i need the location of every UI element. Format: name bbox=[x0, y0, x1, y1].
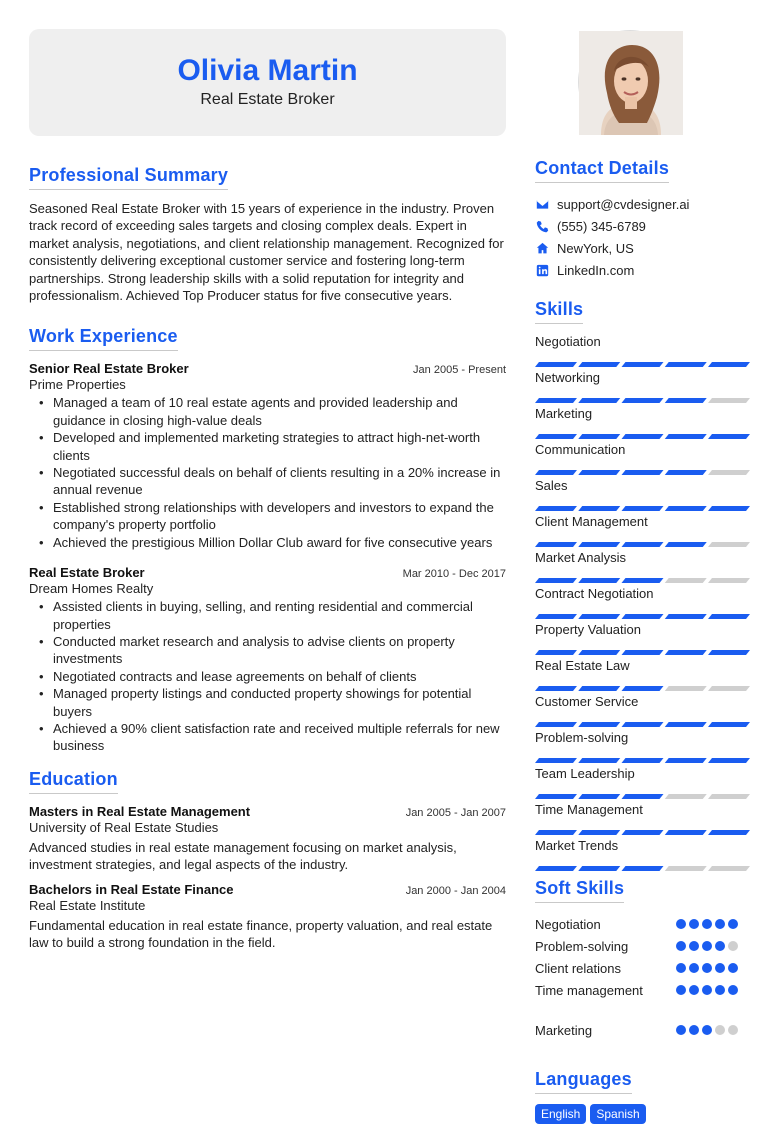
skill-segment-filled bbox=[578, 434, 620, 439]
phone-icon bbox=[535, 219, 549, 233]
skill-segment-empty bbox=[708, 686, 750, 691]
skill-segment-filled bbox=[665, 362, 707, 367]
skill-segment-empty bbox=[708, 542, 750, 547]
school-name: University of Real Estate Studies bbox=[29, 819, 219, 835]
skill-segment-filled bbox=[665, 614, 707, 619]
skill-segment-filled bbox=[535, 470, 577, 475]
skill-item bbox=[535, 838, 738, 864]
skill-name: Communication bbox=[535, 442, 626, 457]
skill-segment-filled bbox=[578, 830, 620, 835]
job-bullet: • Managed property listings and conducted property showings for potential buyers bbox=[53, 685, 506, 720]
rating-dot-filled bbox=[728, 985, 738, 995]
skill-name: Team Leadership bbox=[535, 766, 635, 781]
skill-name: Market Analysis bbox=[535, 550, 627, 565]
contact-text: support@cvdesigner.ai bbox=[557, 196, 690, 212]
job-bullets bbox=[29, 394, 506, 551]
skill-item bbox=[535, 766, 738, 792]
job-header bbox=[29, 565, 506, 580]
skill-segment-filled bbox=[665, 506, 707, 511]
skill-segment-filled bbox=[708, 614, 750, 619]
skill-level-bar bbox=[535, 354, 738, 360]
contact-text: (555) 345-6789 bbox=[557, 218, 646, 234]
skill-segment-filled bbox=[578, 722, 620, 727]
soft-skill-name: Client relations bbox=[535, 960, 621, 976]
skill-segment-filled bbox=[578, 758, 620, 763]
skill-segment-empty bbox=[665, 794, 707, 799]
skill-segment-filled bbox=[622, 722, 664, 727]
skill-item bbox=[535, 622, 738, 648]
skill-level-segments bbox=[535, 794, 738, 799]
soft-skill-row bbox=[535, 957, 738, 979]
skill-level-segments bbox=[535, 722, 738, 727]
skill-segment-filled bbox=[622, 794, 664, 799]
soft-skill-name: Negotiation bbox=[535, 916, 601, 932]
skill-segment-filled bbox=[665, 434, 707, 439]
language-tags bbox=[535, 1104, 738, 1124]
education-header bbox=[29, 804, 506, 819]
skill-segment-filled bbox=[535, 614, 577, 619]
soft-skill-row bbox=[535, 979, 738, 1001]
skill-segment-filled bbox=[535, 794, 577, 799]
language-tag: Spanish bbox=[590, 1104, 645, 1124]
skill-name: Time Management bbox=[535, 802, 643, 817]
contact-list bbox=[535, 193, 738, 281]
skill-level-segments bbox=[535, 506, 738, 511]
skill-segment-filled bbox=[622, 434, 664, 439]
education-date: Jan 2005 - Jan 2007 bbox=[405, 806, 506, 819]
main-column bbox=[29, 165, 506, 959]
skill-segment-filled bbox=[665, 650, 707, 655]
skill-name: Problem-solving bbox=[535, 730, 629, 745]
education-heading: Education bbox=[29, 769, 118, 794]
skill-name: Negotiation bbox=[535, 334, 601, 349]
skill-segment-filled bbox=[622, 506, 664, 511]
skill-item bbox=[535, 658, 738, 684]
skill-level-segments bbox=[535, 470, 738, 475]
soft-skills-section bbox=[535, 878, 738, 1041]
candidate-title: Real Estate Broker bbox=[200, 91, 335, 108]
skill-item bbox=[535, 442, 738, 468]
skill-name: Sales bbox=[535, 478, 568, 493]
skill-segment-filled bbox=[708, 650, 750, 655]
skill-level-bar bbox=[535, 642, 738, 648]
rating-dot-filled bbox=[702, 985, 712, 995]
skill-segment-filled bbox=[578, 866, 620, 871]
skill-item bbox=[535, 730, 738, 756]
rating-dot-filled bbox=[715, 919, 725, 929]
skill-segment-filled bbox=[535, 650, 577, 655]
skill-level-segments bbox=[535, 398, 738, 403]
skill-segment-filled bbox=[665, 470, 707, 475]
skill-segment-filled bbox=[708, 362, 750, 367]
linkedin-icon bbox=[535, 263, 549, 277]
job-list bbox=[29, 361, 506, 754]
contact-heading: Contact Details bbox=[535, 158, 669, 183]
skill-segment-filled bbox=[535, 758, 577, 763]
rating-dot-empty bbox=[728, 941, 738, 951]
skill-level-segments bbox=[535, 542, 738, 547]
contact-item[interactable] bbox=[535, 215, 738, 237]
skill-segment-filled bbox=[535, 398, 577, 403]
skill-name: Client Management bbox=[535, 514, 648, 529]
skill-segment-filled bbox=[578, 542, 620, 547]
education-description: Fundamental education in real estate finance, property valuation, and real estate law to build a strong foundation in the field. bbox=[29, 917, 493, 950]
rating-dot-filled bbox=[689, 985, 699, 995]
languages-heading: Languages bbox=[535, 1069, 632, 1094]
skill-level-segments bbox=[535, 578, 738, 583]
skills-section bbox=[535, 299, 738, 864]
soft-skill-row bbox=[535, 1019, 738, 1041]
skill-level-bar bbox=[535, 462, 738, 468]
skill-segment-filled bbox=[622, 830, 664, 835]
soft-skills-heading: Soft Skills bbox=[535, 878, 624, 903]
skill-segment-filled bbox=[708, 758, 750, 763]
contact-item[interactable] bbox=[535, 237, 738, 259]
skill-segment-filled bbox=[622, 542, 664, 547]
education-list bbox=[29, 804, 506, 952]
skill-segment-filled bbox=[535, 434, 577, 439]
skill-segment-filled bbox=[708, 722, 750, 727]
profile-photo bbox=[578, 30, 682, 134]
skill-level-segments bbox=[535, 362, 738, 367]
skill-segment-empty bbox=[665, 866, 707, 871]
job-bullet: • Achieved a 90% client satisfaction rate and received multiple referrals for new business bbox=[53, 720, 506, 755]
skill-segment-empty bbox=[708, 866, 750, 871]
skill-segment-filled bbox=[622, 758, 664, 763]
rating-dot-filled bbox=[728, 919, 738, 929]
soft-skill-rating bbox=[676, 985, 738, 995]
rating-dot-filled bbox=[676, 941, 686, 951]
skill-name: Customer Service bbox=[535, 694, 639, 709]
school-name: Real Estate Institute bbox=[29, 897, 146, 913]
job-bullet: • Managed a team of 10 real estate agents and provided leadership and guidance in closing high-value deals bbox=[53, 394, 506, 429]
skill-segment-empty bbox=[708, 398, 750, 403]
skills-list bbox=[535, 334, 738, 864]
skill-segment-filled bbox=[622, 650, 664, 655]
skill-segment-filled bbox=[578, 362, 620, 367]
soft-skill-row bbox=[535, 913, 738, 935]
skill-level-bar bbox=[535, 606, 738, 612]
rating-dot-filled bbox=[715, 941, 725, 951]
skill-segment-filled bbox=[708, 830, 750, 835]
skill-segment-empty bbox=[708, 578, 750, 583]
job-date: Mar 2010 - Dec 2017 bbox=[402, 568, 506, 581]
skill-segment-filled bbox=[622, 362, 664, 367]
skill-segment-empty bbox=[665, 578, 707, 583]
skill-level-bar bbox=[535, 750, 738, 756]
soft-skill-name: Marketing bbox=[535, 1022, 593, 1038]
education-description: Advanced studies in real estate management focusing on market analysis, investment strategies, and legal aspects of the industry. bbox=[29, 839, 457, 873]
skill-item bbox=[535, 334, 738, 360]
skill-level-bar bbox=[535, 786, 738, 792]
rating-dot-empty bbox=[715, 1025, 725, 1035]
job-bullet: • Conducted market research and analysis to advise clients on property investments bbox=[53, 633, 506, 668]
skill-level-segments bbox=[535, 434, 738, 439]
degree-title: Masters in Real Estate Management bbox=[29, 803, 251, 819]
rating-dot-filled bbox=[702, 1025, 712, 1035]
job-bullet: • Developed and implemented marketing strategies to attract high-net-worth clients bbox=[53, 429, 506, 464]
skill-name: Property Valuation bbox=[535, 622, 641, 637]
job-bullets bbox=[29, 598, 506, 755]
skill-segment-filled bbox=[665, 830, 707, 835]
summary-heading: Professional Summary bbox=[29, 165, 228, 190]
skill-segment-filled bbox=[535, 830, 577, 835]
job-title: Real Estate Broker bbox=[29, 565, 145, 581]
job-header bbox=[29, 361, 506, 376]
skill-segment-filled bbox=[665, 542, 707, 547]
rating-dot-filled bbox=[702, 963, 712, 973]
rating-dot-filled bbox=[715, 985, 725, 995]
skill-segment-filled bbox=[535, 506, 577, 511]
skill-segment-filled bbox=[708, 506, 750, 511]
skill-segment-filled bbox=[578, 578, 620, 583]
skill-segment-filled bbox=[708, 434, 750, 439]
skill-level-segments bbox=[535, 614, 738, 619]
rating-dot-filled bbox=[676, 963, 686, 973]
summary-text: Seasoned Real Estate Broker with 15 years of experience in the industry. Proven track record of exceeding sales targets and closing complex deals. Expert in market analysis, negotiations, and client relationship management. Recognized for consistently delivering exceptional customer service and fostering long-term partnerships. Strong leadership skills with a solid reputation for integrity and professionalism. Achieved Top Producer status for five consecutive years. bbox=[29, 201, 504, 304]
skill-segment-filled bbox=[622, 470, 664, 475]
skill-level-segments bbox=[535, 686, 738, 691]
skill-item bbox=[535, 514, 738, 540]
skill-segment-filled bbox=[665, 398, 707, 403]
skill-item bbox=[535, 478, 738, 504]
job-bullet: • Negotiated contracts and lease agreements on behalf of clients bbox=[53, 668, 506, 685]
skill-segment-filled bbox=[578, 398, 620, 403]
education-section bbox=[29, 769, 506, 952]
soft-skill-name: Problem-solving bbox=[535, 938, 629, 954]
skill-segment-filled bbox=[535, 578, 577, 583]
job-company: Prime Properties bbox=[29, 377, 126, 393]
skill-level-bar bbox=[535, 714, 738, 720]
rating-dot-filled bbox=[689, 963, 699, 973]
skill-segment-filled bbox=[535, 866, 577, 871]
soft-skills-list bbox=[535, 913, 738, 1041]
skill-item bbox=[535, 406, 738, 432]
soft-skill-row bbox=[535, 935, 738, 957]
skill-item bbox=[535, 586, 738, 612]
skill-segment-filled bbox=[535, 686, 577, 691]
rating-dot-filled bbox=[702, 941, 712, 951]
rating-dot-filled bbox=[715, 963, 725, 973]
candidate-name: Olivia Martin bbox=[177, 54, 358, 87]
skill-segment-filled bbox=[578, 794, 620, 799]
header-box bbox=[29, 29, 506, 136]
skill-segment-filled bbox=[665, 722, 707, 727]
skill-name: Networking bbox=[535, 370, 601, 385]
contact-text: NewYork, US bbox=[557, 240, 634, 256]
skill-level-bar bbox=[535, 498, 738, 504]
skill-name: Contract Negotiation bbox=[535, 586, 654, 601]
skill-level-bar bbox=[535, 426, 738, 432]
rating-dot-filled bbox=[689, 941, 699, 951]
skill-segment-filled bbox=[622, 398, 664, 403]
education-entry bbox=[29, 882, 506, 952]
soft-skill-rating bbox=[676, 963, 738, 973]
skill-segment-empty bbox=[708, 794, 750, 799]
portrait-illustration bbox=[579, 31, 683, 135]
skill-segment-filled bbox=[535, 542, 577, 547]
experience-heading: Work Experience bbox=[29, 326, 178, 351]
skill-item bbox=[535, 550, 738, 576]
job-bullet: • Assisted clients in buying, selling, and renting residential and commercial properties bbox=[53, 598, 506, 633]
skill-name: Real Estate Law bbox=[535, 658, 630, 673]
contact-text: LinkedIn.com bbox=[557, 262, 635, 278]
skill-level-bar bbox=[535, 822, 738, 828]
skill-segment-filled bbox=[665, 758, 707, 763]
skill-level-segments bbox=[535, 758, 738, 763]
skill-segment-empty bbox=[665, 686, 707, 691]
skill-segment-filled bbox=[578, 650, 620, 655]
skill-level-bar bbox=[535, 390, 738, 396]
education-header bbox=[29, 882, 506, 897]
rating-dot-filled bbox=[676, 919, 686, 929]
soft-skill-rating bbox=[676, 1025, 738, 1035]
skill-segment-filled bbox=[578, 686, 620, 691]
skill-segment-empty bbox=[708, 470, 750, 475]
job-date: Jan 2005 - Present bbox=[413, 364, 506, 377]
contact-item[interactable] bbox=[535, 259, 738, 281]
summary-section bbox=[29, 165, 506, 304]
rating-dot-empty bbox=[728, 1025, 738, 1035]
sidebar-column bbox=[535, 158, 738, 1124]
rating-dot-filled bbox=[676, 1025, 686, 1035]
skill-level-segments bbox=[535, 830, 738, 835]
skill-level-bar bbox=[535, 570, 738, 576]
skill-item bbox=[535, 370, 738, 396]
skill-segment-filled bbox=[622, 686, 664, 691]
contact-item[interactable] bbox=[535, 193, 738, 215]
job-bullet: • Established strong relationships with developers and investors to expand the company's property portfolio bbox=[53, 499, 506, 534]
soft-skill-name: Time management bbox=[535, 982, 643, 998]
rating-dot-filled bbox=[676, 985, 686, 995]
rating-dot-filled bbox=[689, 919, 699, 929]
education-date: Jan 2000 - Jan 2004 bbox=[405, 884, 506, 897]
contact-section bbox=[535, 158, 738, 281]
rating-dot-filled bbox=[689, 1025, 699, 1035]
language-tag: English bbox=[535, 1104, 586, 1124]
skill-level-segments bbox=[535, 866, 738, 871]
skills-heading: Skills bbox=[535, 299, 583, 324]
skill-name: Marketing bbox=[535, 406, 593, 421]
skill-name: Market Trends bbox=[535, 838, 619, 853]
job-company: Dream Homes Realty bbox=[29, 581, 154, 597]
job-entry bbox=[29, 361, 506, 551]
rating-dot-filled bbox=[702, 919, 712, 929]
skill-item bbox=[535, 802, 738, 828]
job-entry bbox=[29, 565, 506, 755]
rating-dot-filled bbox=[728, 963, 738, 973]
soft-skill-rating bbox=[676, 919, 738, 929]
job-bullet: • Negotiated successful deals on behalf of clients resulting in a 20% increase in annual revenue bbox=[53, 464, 506, 499]
skill-segment-filled bbox=[578, 470, 620, 475]
home-icon bbox=[535, 241, 549, 255]
skill-item bbox=[535, 694, 738, 720]
skill-level-segments bbox=[535, 650, 738, 655]
languages-section bbox=[535, 1069, 738, 1124]
education-entry bbox=[29, 804, 506, 874]
skill-segment-filled bbox=[535, 722, 577, 727]
skill-segment-filled bbox=[622, 614, 664, 619]
skill-level-bar bbox=[535, 678, 738, 684]
skill-segment-filled bbox=[578, 614, 620, 619]
skill-segment-filled bbox=[578, 506, 620, 511]
skill-level-bar bbox=[535, 858, 738, 864]
skill-level-bar bbox=[535, 534, 738, 540]
skill-segment-filled bbox=[622, 578, 664, 583]
degree-title: Bachelors in Real Estate Finance bbox=[29, 881, 234, 897]
envelope-icon bbox=[535, 197, 549, 211]
experience-section bbox=[29, 326, 506, 754]
soft-skill-rating bbox=[676, 941, 738, 951]
job-bullet: • Achieved the prestigious Million Dollar Club award for five consecutive years bbox=[53, 534, 506, 551]
skill-segment-filled bbox=[535, 362, 577, 367]
job-title: Senior Real Estate Broker bbox=[29, 361, 189, 377]
skill-segment-filled bbox=[622, 866, 664, 871]
